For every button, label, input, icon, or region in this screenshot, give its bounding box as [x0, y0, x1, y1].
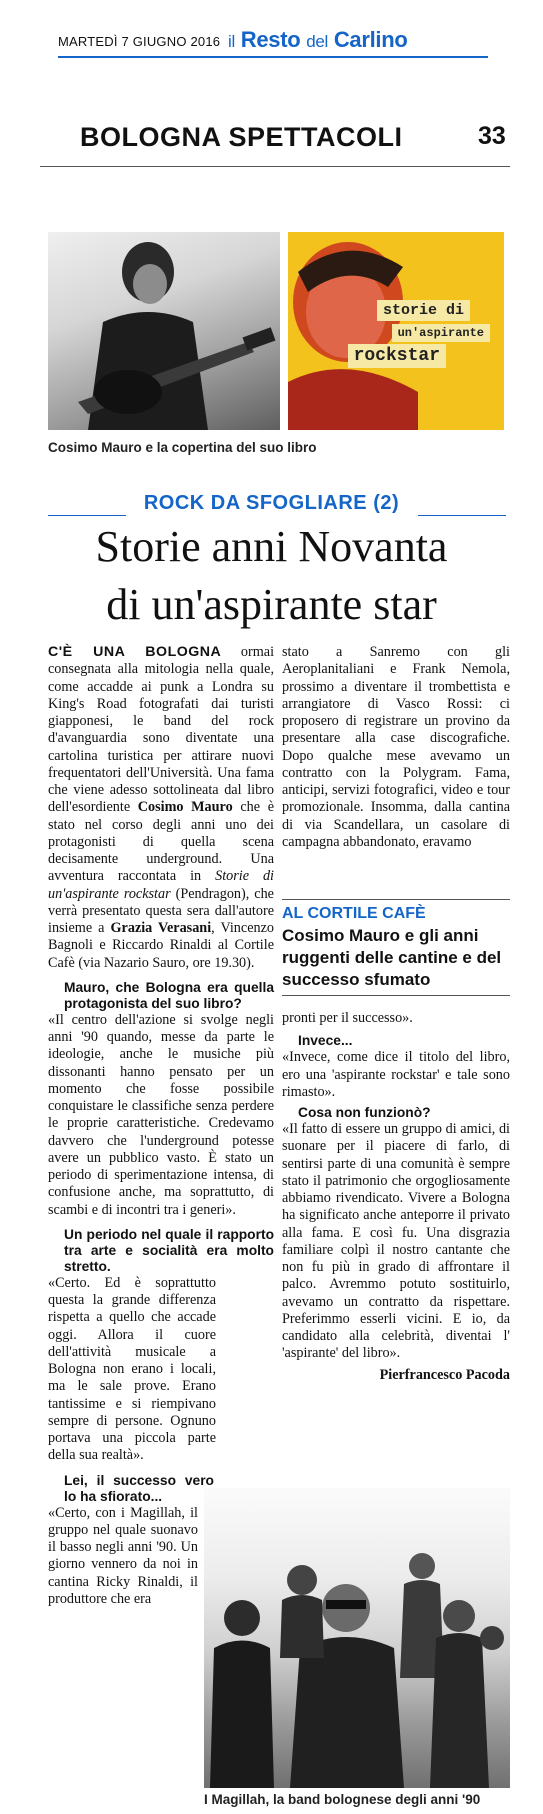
- column-2-bottom: [282, 1010, 510, 1384]
- article-title: [0, 518, 543, 634]
- sidebar-title: Cosimo Mauro e gli anni ruggenti delle cantine e del successo sfumato: [282, 926, 502, 989]
- column-2-continued: pronti per il successo».: [282, 1010, 413, 1026]
- answer-5: «Il fatto di essere un gruppo di amici, di suonare per il piacere di farlo, di sentirsi parte di una comunità è sempre stato il patrimonio che orgogliosamente abbiamo rivendicato. Vivere a Bologna ha significato anche anteporre il privato alla fama. E così fu. Una disgrazia familiare colpì il nostro cantante che non fu più in grado di affrontare il palco. Avremmo potuto sostituirlo, avevamo un contratto da rispettare. Preferimmo esserli vicini. E io, da candidato alla celebrità, diventai l' 'aspirante' del libro».: [282, 1121, 510, 1362]
- kicker-rule-right: [418, 515, 506, 516]
- column-2-top: [282, 644, 510, 851]
- logo-del: del: [306, 32, 329, 51]
- answer-1: «Il centro dell'azione si svolge negli anni '90 quando, messe da parte le ideologie, anche le musiche più dissonanti hanno pensato per un momento che fosse possibile conquistare le classifiche senza perdere le proprie caratteristiche. Credevamo davvero che l'underground potesse avere un pubblico vasto. È stato un periodo di sperimentazione intensa, di confusione anche, ma soprattutto, di scambi e di incontri tra i generi».: [48, 1011, 274, 1218]
- bassist-illustration: [48, 232, 280, 430]
- sidebar-rule-top: [282, 899, 510, 900]
- author-name: Cosimo Mauro: [137, 799, 233, 816]
- answer-4: «Invece, come dice il titolo del libro, ero una 'aspirante rockstar' e tale sono rimasto».: [282, 1049, 510, 1100]
- question-3: Lei, il successo vero lo ha sfiorato...: [64, 1472, 214, 1504]
- book-cover-line1: storie di: [377, 300, 470, 321]
- lead-text-4: , Vincenzo Bagnoli e Riccardo Rinaldi al Cortile Cafè (via Nazario Sauro, ore 19.30).: [48, 920, 274, 971]
- lead-text: ormai consegnata alla mitologia nella quale, come accadde ai punk a Londra su King's Road fotografati dai turisti giapponesi, le band del rock d'avanguardia sono diventate una cartolina turistica per attirare nuovi frequentatori dell'Università. Una fama che viene adesso sottolineata dal libro dell'esordiente: [48, 644, 275, 816]
- answer-2: «Certo. Ed è soprattutto questa la grande differenza rispetta a quello che accade oggi. Allora il cuore dell'attività musicale a Bologna non erano i locali, ma le sale prove. Erano tantissime e si riempivano sempre di persone. Ognuno portava una piccola parte della sua realtà».: [48, 1274, 216, 1464]
- photo-cosimo-mauro-bass: [48, 232, 280, 430]
- header-rule: [58, 56, 488, 58]
- newspaper-logo: [228, 27, 408, 53]
- section-title: BOLOGNA SPETTACOLI: [80, 122, 403, 152]
- question-4: Invece...: [298, 1033, 353, 1049]
- book-cover-line3: rockstar: [348, 344, 446, 368]
- book-cover: [288, 232, 504, 430]
- logo-resto: Resto: [240, 27, 301, 52]
- sidebar-box: [282, 905, 510, 991]
- lead-paragraph: [48, 644, 274, 972]
- column-2-text: stato a Sanremo con gli Aeroplanitaliani e Frank Nemola, prossimo a diventare il trombettista e arrangiatore di Vasco Rossi: ci proposero di registrare un provino da presentare alla case discografiche. Dopo qualche mese avevamo un contratto con la Polygram. Fama, anticipi, servizi fotografici, video e tour promozionale. Insomma, dalla cantina di via Scandellara, un casolare di campagna abbandonato, eravamo: [282, 644, 510, 850]
- article-kicker: ROCK DA SFOGLIARE (2): [143, 492, 400, 514]
- lead-text-2: che è stato nel corso degli anni uno dei protagonisti di quella scena decisamente underground. Una avventura raccontata in: [48, 799, 274, 885]
- book-title: Storie di un'aspirante rockstar: [48, 868, 274, 902]
- photo-caption-bottom: I Magillah, la band bolognese degli anni '90: [204, 1792, 481, 1807]
- issue-date: MARTEDÌ 7 GIUGNO 2016: [58, 34, 221, 49]
- guest-name: Grazia Verasani: [110, 920, 212, 936]
- question-2: Un periodo nel quale il rapporto tra arte e socialità era molto stretto.: [64, 1226, 274, 1274]
- question-5: Cosa non funzionò?: [298, 1105, 431, 1120]
- band-illustration: [204, 1488, 510, 1788]
- kicker-rule-left: [48, 515, 126, 516]
- byline: Pierfrancesco Pacoda: [379, 1366, 510, 1383]
- sidebar-rule-bottom: [282, 995, 510, 996]
- page-number: 33: [478, 122, 506, 150]
- photo-caption-top: Cosimo Mauro e la copertina del suo libro: [48, 440, 317, 455]
- sidebar-kicker: AL CORTILE CAFÈ: [282, 905, 426, 922]
- book-cover-line2: un'aspirante: [392, 324, 490, 342]
- lead-text-3: (Pendragon), che verrà presentato questa sera dall'autore insieme a: [48, 885, 274, 936]
- lead-caps: C'È UNA BOLOGNA: [48, 644, 222, 660]
- answer-3: «Certo, con i Magillah, il gruppo nel quale suonavo il basso negli anni '90. Un giorno vennero da noi in cantina Ricky Rinaldi, il produttore che era: [48, 1504, 198, 1607]
- logo-il: il: [228, 32, 235, 51]
- title-line-1: Storie anni Novanta: [95, 522, 448, 571]
- section-rule: [40, 166, 510, 167]
- question-1: Mauro, che Bologna era quella protagonista del suo libro?: [64, 979, 274, 1011]
- logo-carlino: Carlino: [333, 27, 408, 52]
- title-line-2: di un'aspirante star: [106, 580, 437, 629]
- column-1: [48, 644, 274, 1608]
- photo-magillah-band: [204, 1488, 510, 1788]
